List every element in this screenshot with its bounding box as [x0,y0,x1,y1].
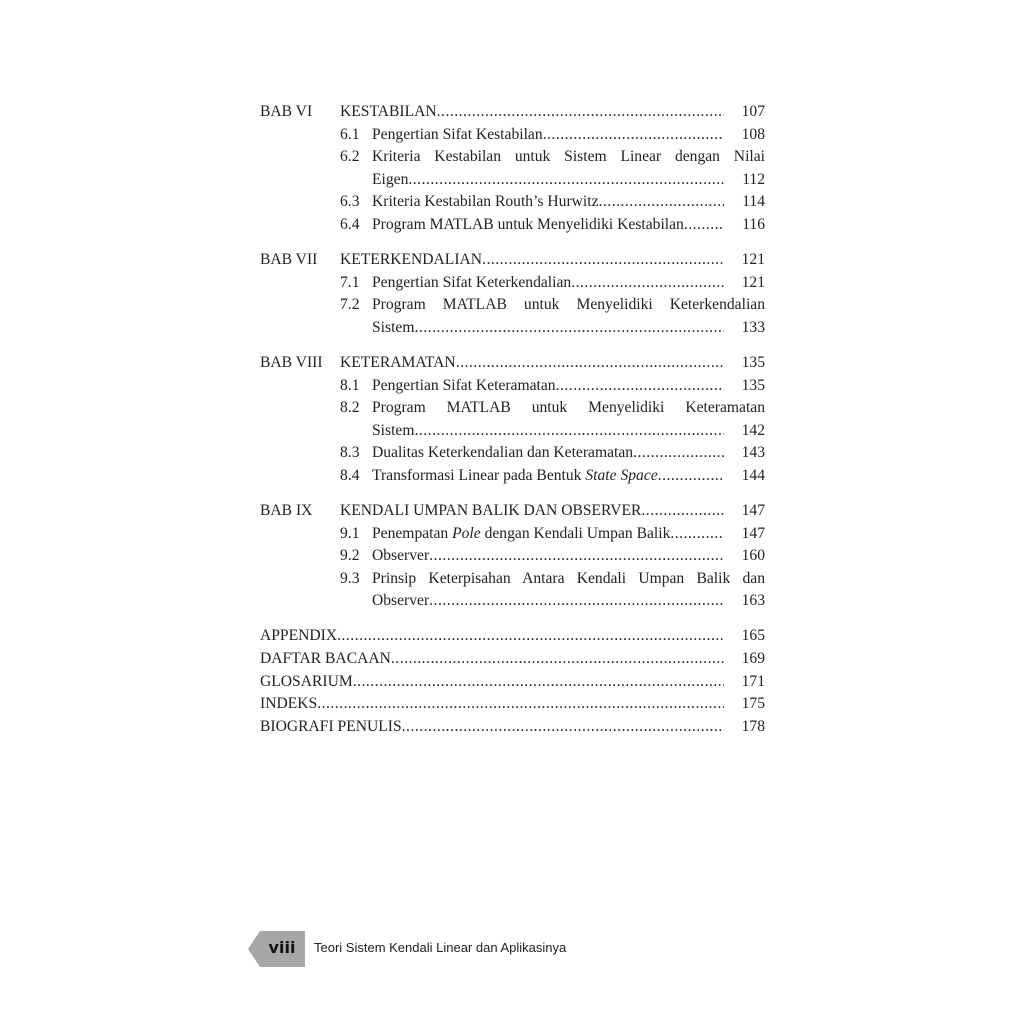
toc-entry [340,101,724,124]
dot-leader [429,545,724,568]
toc-section-row [260,568,765,591]
toc-entry [260,648,724,671]
entry-title: Kriteria Kestabilan Routh’s Hurwitz [372,193,599,211]
entry-title: Observer [372,547,430,565]
section-gap [260,339,765,352]
toc-entry [372,214,724,237]
toc-entry [340,500,724,523]
toc-section-row [260,191,765,214]
dot-leader [456,352,724,375]
toc-section-row [260,465,765,488]
entry-title: Pengertian Sifat Kestabilan [372,125,543,143]
toc-section-row [260,545,765,568]
toc-entry [372,523,724,546]
section-number: 9.3 [340,569,360,587]
entry-title: Observer [372,592,430,610]
toc-backmatter-row [260,648,765,671]
entry-title: KETERKENDALIAN [340,251,483,269]
toc-chapter-row [260,500,765,523]
entry-title-after: dengan Kendali Umpan Balik [480,524,671,542]
entry-title: Program MATLAB untuk Menyelidiki Keterkendalian [372,296,765,314]
entry-title-wrap [372,420,414,443]
page-number: 163 [741,592,765,610]
page-number: 143 [741,444,765,462]
entry-title: Sistem [372,318,415,336]
dot-leader [391,648,724,671]
chapter-label: BAB VII [260,251,318,269]
entry-title-wrap [372,465,658,488]
toc-chapter-row [260,352,765,375]
toc-entry [260,625,724,648]
entry-title: BIOGRAFI PENULIS [260,717,402,735]
toc-section-row [260,523,765,546]
toc-entry [372,272,724,295]
dot-leader [402,716,724,739]
toc-section-row [260,375,765,398]
page-number: 121 [741,251,765,269]
entry-title-wrap [260,671,353,694]
entry-title-wrap [340,500,641,523]
toc-entry [340,352,724,375]
section-number: 8.3 [340,444,360,462]
toc-entry [372,442,724,465]
section-gap [260,237,765,250]
toc-entry [372,465,724,488]
section-number: 8.2 [340,399,360,417]
section-number: 8.1 [340,376,360,394]
page-number: 112 [742,170,765,188]
toc-section-row [260,146,765,169]
section-number: 6.1 [340,125,360,143]
entry-title-wrap [372,375,556,398]
toc-section-row [260,442,765,465]
section-number: 9.2 [340,547,360,565]
dot-leader [353,671,724,694]
toc-entry [260,716,724,739]
dot-leader [408,169,724,192]
entry-title: KESTABILAN [340,103,437,120]
dot-leader [482,249,724,272]
entry-title-italic: State Space [585,466,658,484]
entry-title-wrap [372,272,571,295]
toc-backmatter-row [260,671,765,694]
entry-title: Penempatan [372,524,453,542]
page-number: viii [268,938,296,957]
section-number: 7.2 [340,296,360,314]
toc-entry [372,169,724,192]
toc-backmatter-row [260,693,765,716]
page-number: 165 [741,627,765,645]
toc-section-continuation [260,590,765,613]
page-number: 135 [741,353,765,371]
section-number: 6.3 [340,193,360,211]
page-number: 144 [741,466,765,484]
page-number: 169 [741,650,765,668]
chapter-label: BAB VIII [260,353,323,371]
dot-leader [670,523,724,546]
entry-title-wrap [260,648,391,671]
entry-title: Pengertian Sifat Keteramatan [372,376,556,394]
toc-section-continuation [260,317,765,340]
dot-leader [633,442,724,465]
dot-leader [429,590,724,613]
page-number: 114 [742,193,765,211]
entry-title: Dualitas Keterkendalian dan Keteramatan [372,444,634,462]
entry-title: Program MATLAB untuk Menyelidiki Kestabilan [372,215,684,233]
dot-leader [414,317,724,340]
section-gap [260,488,765,501]
chapter-label: BAB VI [260,103,313,120]
toc-section-row [260,294,765,317]
entry-title-wrap [372,124,543,147]
entry-title-wrap [372,169,408,192]
table-of-contents [260,101,765,738]
toc-chapter-row [260,101,765,124]
entry-title-wrap [260,625,337,648]
page-number: 147 [741,524,765,542]
page-number: 160 [741,547,765,565]
section-number: 7.1 [340,273,360,291]
entry-title-wrap [372,545,429,568]
entry-title-wrap [260,716,402,739]
entry-title-wrap [372,523,670,546]
dot-leader [414,420,724,443]
dot-leader [658,465,724,488]
section-number: 9.1 [340,524,360,542]
page-number: 142 [741,421,765,439]
toc-entry [372,590,724,613]
dot-leader [684,214,724,237]
entry-title: APPENDIX [260,627,338,645]
toc-entry [372,545,724,568]
dot-leader [337,625,724,648]
toc-section-continuation [260,420,765,443]
book-title: Teori Sistem Kendali Linear dan Aplikasinya [314,940,567,955]
entry-title-wrap [340,352,456,375]
entry-title: INDEKS [260,695,318,713]
toc-entry [260,693,724,716]
entry-title: Transformasi Linear pada Bentuk [372,466,586,484]
toc-entry [260,671,724,694]
dot-leader [543,124,724,147]
toc-entry [372,124,724,147]
page-number: 108 [741,125,765,143]
page-number: 178 [741,717,765,735]
entry-title: Kriteria Kestabilan untuk Sistem Linear dengan Nilai [372,148,765,166]
toc-section-row [260,272,765,295]
dot-leader [641,500,724,523]
toc-section-row [260,214,765,237]
page-number: 107 [741,103,765,120]
entry-title: Prinsip Keterpisahan Antara Kendali Umpan Balik dan [372,569,765,587]
toc-chapter-row [260,249,765,272]
toc-entry [372,375,724,398]
entry-title: Program MATLAB untuk Menyelidiki Keteramatan [372,399,765,417]
entry-title-wrap [260,693,317,716]
toc-section-continuation [260,169,765,192]
entry-title-wrap [372,191,599,214]
entry-title: Pengertian Sifat Keterkendalian [372,273,572,291]
page-number: 175 [741,695,765,713]
entry-title: KETERAMATAN [340,353,456,371]
entry-title: DAFTAR BACAAN [260,650,391,668]
section-number: 8.4 [340,466,360,484]
toc-backmatter-row [260,716,765,739]
entry-title-wrap [372,317,414,340]
section-number: 6.2 [340,148,360,166]
toc-entry [372,191,724,214]
entry-title: Sistem [372,421,415,439]
dot-leader [599,191,725,214]
entry-title-wrap [372,214,684,237]
toc-entry [372,420,724,443]
entry-title-wrap [372,442,633,465]
page-number: 135 [741,376,765,394]
chapter-label: BAB IX [260,502,313,519]
dot-leader [571,272,724,295]
page-number: 121 [741,273,765,291]
page-number: 147 [741,502,765,519]
toc-backmatter-row [260,625,765,648]
dot-leader [317,693,724,716]
entry-title-wrap [372,590,429,613]
entry-title-italic: Pole [452,524,481,542]
page-number: 171 [741,672,765,690]
toc-section-row [260,397,765,420]
dot-leader [437,101,724,124]
entry-title-wrap [340,249,482,272]
toc-entry [340,249,724,272]
section-gap [260,613,765,626]
section-number: 6.4 [340,215,360,233]
entry-title: GLOSARIUM [260,672,353,690]
entry-title: KENDALI UMPAN BALIK DAN OBSERVER [340,502,642,519]
page-number: 116 [742,215,765,233]
page-number: 133 [741,318,765,336]
entry-title: Eigen [372,170,409,188]
page-footer [248,931,648,967]
dot-leader [556,375,724,398]
toc-entry [372,317,724,340]
toc-section-row [260,124,765,147]
entry-title-wrap [340,101,437,124]
